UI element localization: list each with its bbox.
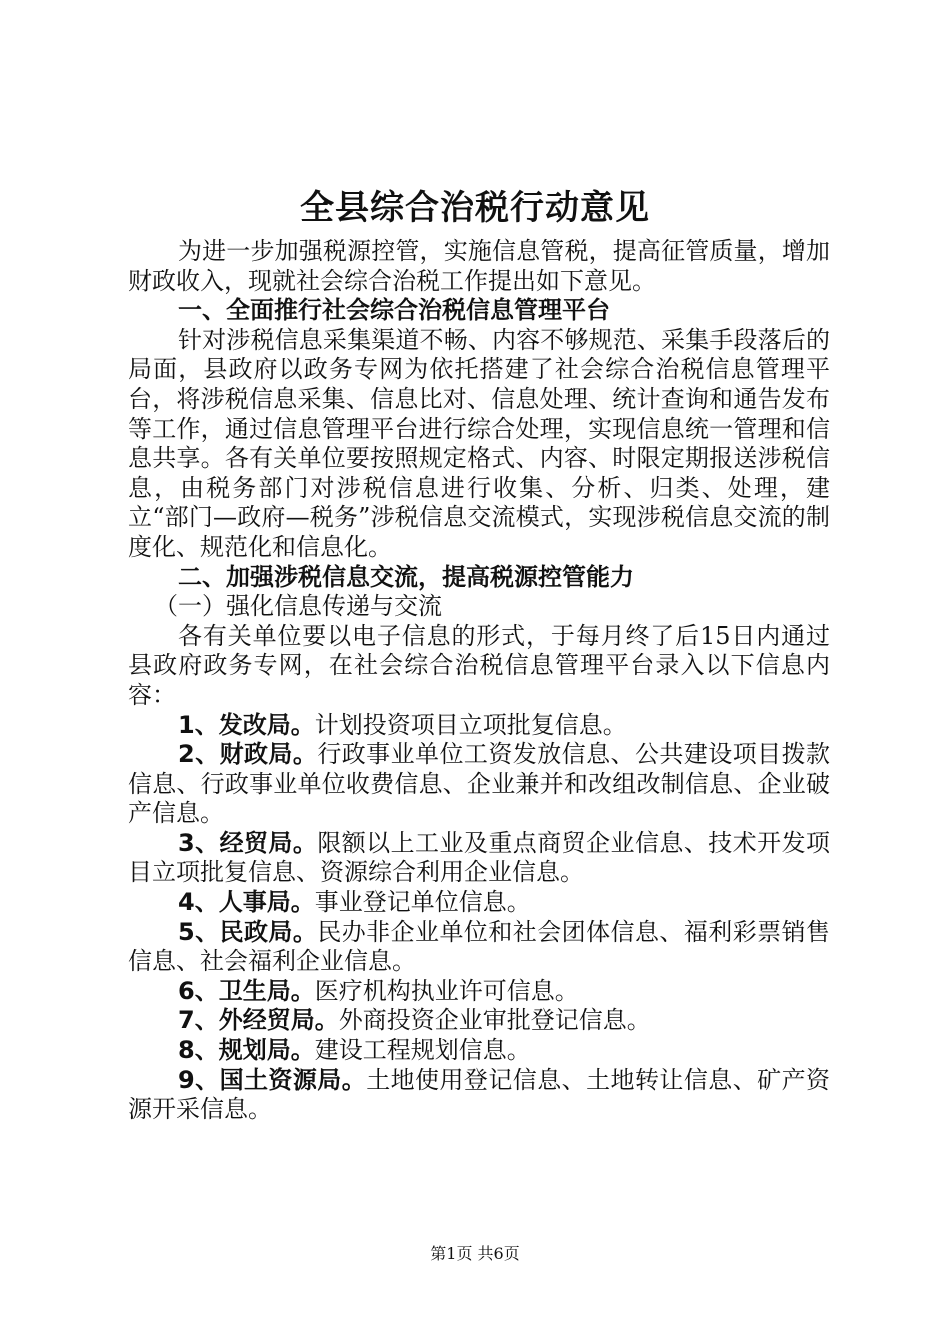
section-2-subheading: （一）强化信息传递与交流 [154,592,442,621]
list-item [128,918,830,977]
document-body [128,237,830,1125]
section-1-paragraph: 针对涉税信息采集渠道不畅、内容不够规范、采集手段落后的局面，县政府以政务专网为依托搭建了社会综合治税信息管理平台，将涉税信息采集、信息比对、信息处理、统计查询和通告发布等工作，通过信息管理平台进行综合处理，实现信息统一管理和信息共享。各有关单位要按照规定格式、内容、时限定期报送涉税信息，由税务部门对涉税信息进行收集、分析、归类、处理，建立“部门—政府—税务”涉税信息交流模式，实现涉税信息交流的制度化、规范化和信息化。 [128,325,830,561]
list-item-text: 行政事业单位工资发放信息、公共建设项目拨款信息、行政事业单位收费信息、企业兼并和改组改制信息、企业破产信息。 [128,740,831,828]
document-title: 全县综合治税行动意见 [300,188,650,228]
list-item [128,711,830,741]
list-item [128,1036,830,1066]
list-item-text: 外商投资企业审批登记信息。 [338,1006,651,1035]
list-item-text: 建设工程规划信息。 [314,1036,531,1065]
page-footer: 第1页 共6页 [430,1244,520,1263]
list-item-lead: 5、民政局。 [178,917,318,946]
list-item [128,1006,830,1036]
list-item-lead: 1、发改局。 [178,710,315,739]
list-item [128,977,830,1007]
list-item [128,829,830,888]
list-item-lead: 7、外经贸局。 [178,1006,339,1035]
list-item-text: 民办非企业单位和社会团体信息、福利彩票销售信息、社会福利企业信息。 [128,917,831,976]
list-item-lead: 2、财政局。 [178,740,318,769]
list-item-text: 限额以上工业及重点商贸企业信息、技术开发项目立项批复信息、资源综合利用企业信息。 [128,828,831,887]
list-item [128,888,830,918]
list-item-text: 土地使用登记信息、土地转让信息、矿产资源开采信息。 [128,1065,831,1124]
list-item-lead: 4、人事局。 [178,888,315,917]
list-item [128,740,830,829]
list-item-text: 计划投资项目立项批复信息。 [314,710,627,739]
section-1-heading: 一、全面推行社会综合治税信息管理平台 [178,296,610,325]
section-2-heading: 二、加强涉税信息交流，提高税源控管能力 [178,562,634,591]
list-item-lead: 3、经贸局。 [178,828,318,857]
list-item-lead: 8、规划局。 [178,1036,315,1065]
list-item-lead: 6、卫生局。 [178,976,315,1005]
list-item-text: 事业登记单位信息。 [314,888,531,917]
intro-paragraph: 为进一步加强税源控管，实施信息管税，提高征管质量，增加财政收入，现就社会综合治税工作提出如下意见。 [128,237,830,295]
section-2-paragraph: 各有关单位要以电子信息的形式，于每月终了后15日内通过县政府政务专网，在社会综合治税信息管理平台录入以下信息内容： [128,621,830,709]
list-item-text: 医疗机构执业许可信息。 [314,976,579,1005]
list-item [128,1066,830,1125]
list-item-lead: 9、国土资源局。 [178,1065,367,1094]
